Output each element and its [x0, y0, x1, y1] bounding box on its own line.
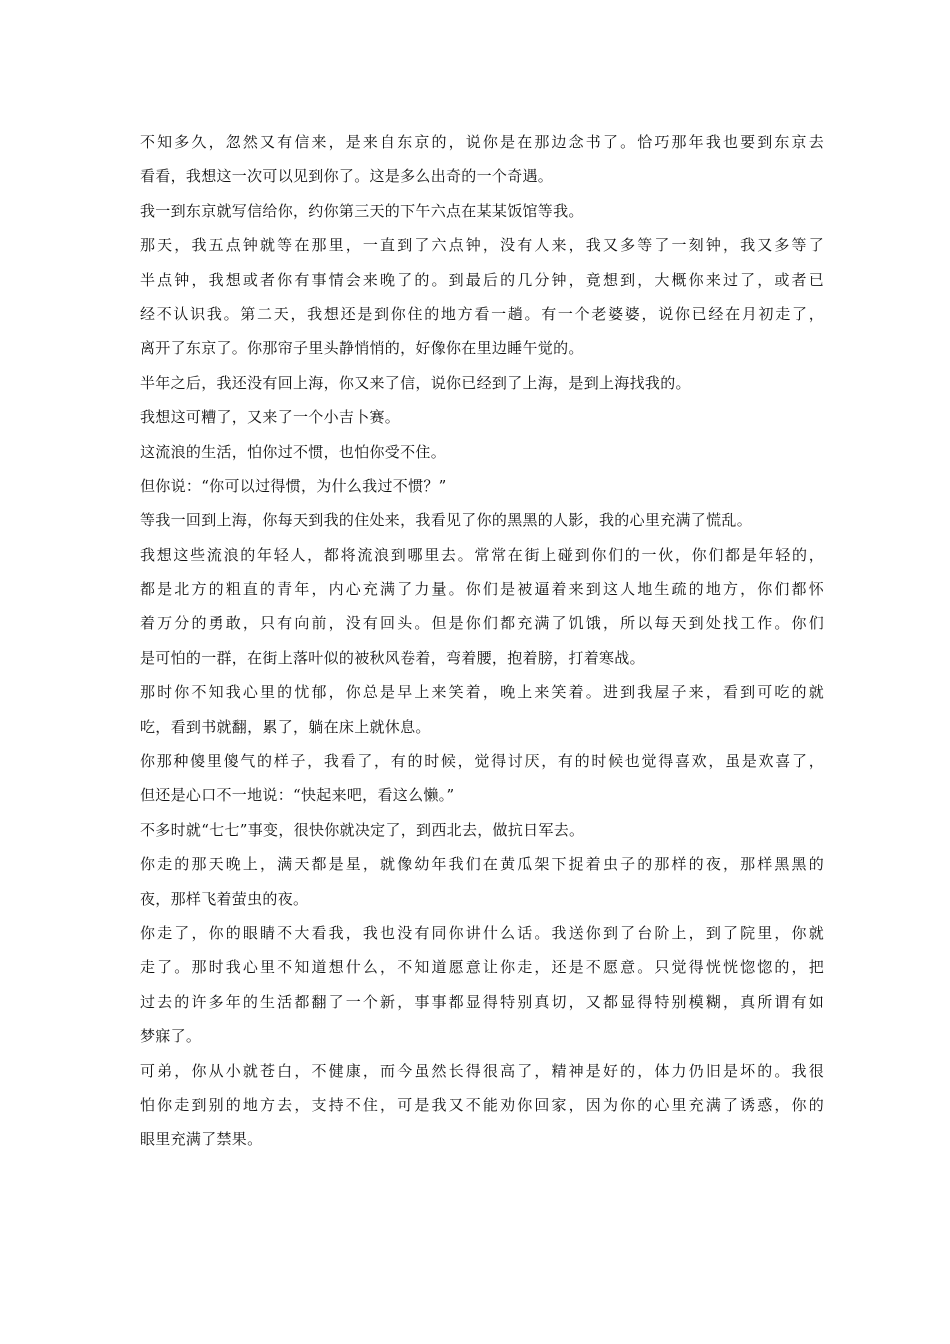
text-line: 看看，我想这一次可以见到你了。这是多么出奇的一个奇遇。	[140, 167, 554, 186]
text-line: 不知多久，忽然又有信来，是来自东京的，说你是在那边念书了。恰巧那年我也要到东京去	[140, 133, 824, 151]
paragraph	[140, 400, 824, 434]
text-line: 我想这些流浪的年轻人，都将流浪到哪里去。常常在街上碰到你们的一伙，你们都是年轻的，	[140, 545, 824, 564]
text-line: 我一到东京就写信给你，约你第三天的下午六点在某某饭馆等我。	[140, 201, 584, 220]
text-line: 经不认识我。第二天，我想还是到你住的地方看一趟。有一个老婆婆，说你已经在月初走了，	[140, 304, 824, 323]
text-line: 梦寐了。	[140, 1027, 202, 1046]
text-line: 你那种傻里傻气的样子，我看了，有的时候，觉得讨厌，有的时候也觉得喜欢，虽是欢喜了，	[140, 752, 824, 771]
paragraph	[140, 194, 824, 228]
text-line: 但你说：“你可以过得惯，为什么我过不惯？”	[140, 476, 447, 495]
text-line: 是可怕的一群，在街上落叶似的被秋风卷着，弯着腰，抱着膀，打着寒战。	[140, 648, 645, 667]
text-line: 怕你走到别的地方去，支持不住，可是我又不能劝你回家，因为你的心里充满了诱惑，你的	[140, 1095, 824, 1114]
text-line: 你走了，你的眼睛不大看我，我也没有同你讲什么话。我送你到了台阶上，到了院里，你就	[140, 923, 824, 942]
text-line: 半点钟，我想或者你有事情会来晚了的。到最后的几分钟，竟想到，大概你来过了，或者已	[140, 270, 824, 289]
paragraph	[140, 744, 824, 813]
text-line: 那时你不知我心里的忧郁，你总是早上来笑着，晚上来笑着。进到我屋子来，看到可吃的就	[140, 683, 824, 702]
paragraph	[140, 916, 824, 1054]
text-line: 吃，看到书就翻，累了，躺在床上就休息。	[140, 717, 431, 736]
text-line: 等我一回到上海，你每天到我的住处来，我看见了你的黑黑的人影，我的心里充满了慌乱。	[140, 511, 753, 530]
text-line: 着万分的勇敢，只有向前，没有回头。但是你们都充满了饥饿，所以每天到处找工作。你们	[140, 614, 824, 633]
text-line: 你走的那天晚上，满天都是星，就像幼年我们在黄瓜架下捉着虫子的那样的夜，那样黑黑的	[140, 855, 824, 874]
text-line: 我想这可糟了，又来了一个小吉卜赛。	[140, 408, 401, 427]
text-line: 走了。那时我心里不知道想什么，不知道愿意让你走，还是不愿意。只觉得恍恍惚惚的，把	[140, 958, 824, 977]
paragraph	[140, 847, 824, 916]
text-line: 这流浪的生活，怕你过不惯，也怕你受不住。	[140, 442, 447, 461]
text-line: 不多时就“七七”事变，很快你就决定了，到西北去，做抗日军去。	[140, 820, 585, 839]
text-line: 但还是心口不一地说：“快起来吧，看这么懒。”	[140, 786, 455, 805]
paragraph	[140, 813, 824, 847]
paragraph	[140, 435, 824, 469]
text-line: 可弟，你从小就苍白，不健康，而今虽然长得很高了，精神是好的，体力仍旧是坏的。我很	[140, 1061, 824, 1080]
paragraph	[140, 125, 824, 194]
text-line: 眼里充满了禁果。	[140, 1130, 263, 1149]
text-line: 那天，我五点钟就等在那里，一直到了六点钟，没有人来，我又多等了一刻钟，我又多等了	[140, 236, 824, 255]
text-line: 都是北方的粗直的青年，内心充满了力量。你们是被逼着来到这人地生疏的地方，你们都怀	[140, 580, 824, 599]
paragraph	[140, 228, 824, 366]
paragraph	[140, 538, 824, 676]
text-line: 过去的许多年的生活都翻了一个新，事事都显得特别真切，又都显得特别模糊，真所谓有如	[140, 992, 824, 1011]
text-line: 离开了东京了。你那帘子里头静悄悄的，好像你在里边睡午觉的。	[140, 339, 584, 358]
paragraph	[140, 366, 824, 400]
text-line: 夜，那样飞着萤虫的夜。	[140, 889, 309, 908]
document-page	[140, 125, 824, 1157]
paragraph	[140, 675, 824, 744]
paragraph	[140, 503, 824, 537]
paragraph	[140, 1054, 824, 1157]
text-line: 半年之后，我还没有回上海，你又来了信，说你已经到了上海，是到上海找我的。	[140, 373, 691, 392]
paragraph	[140, 469, 824, 503]
